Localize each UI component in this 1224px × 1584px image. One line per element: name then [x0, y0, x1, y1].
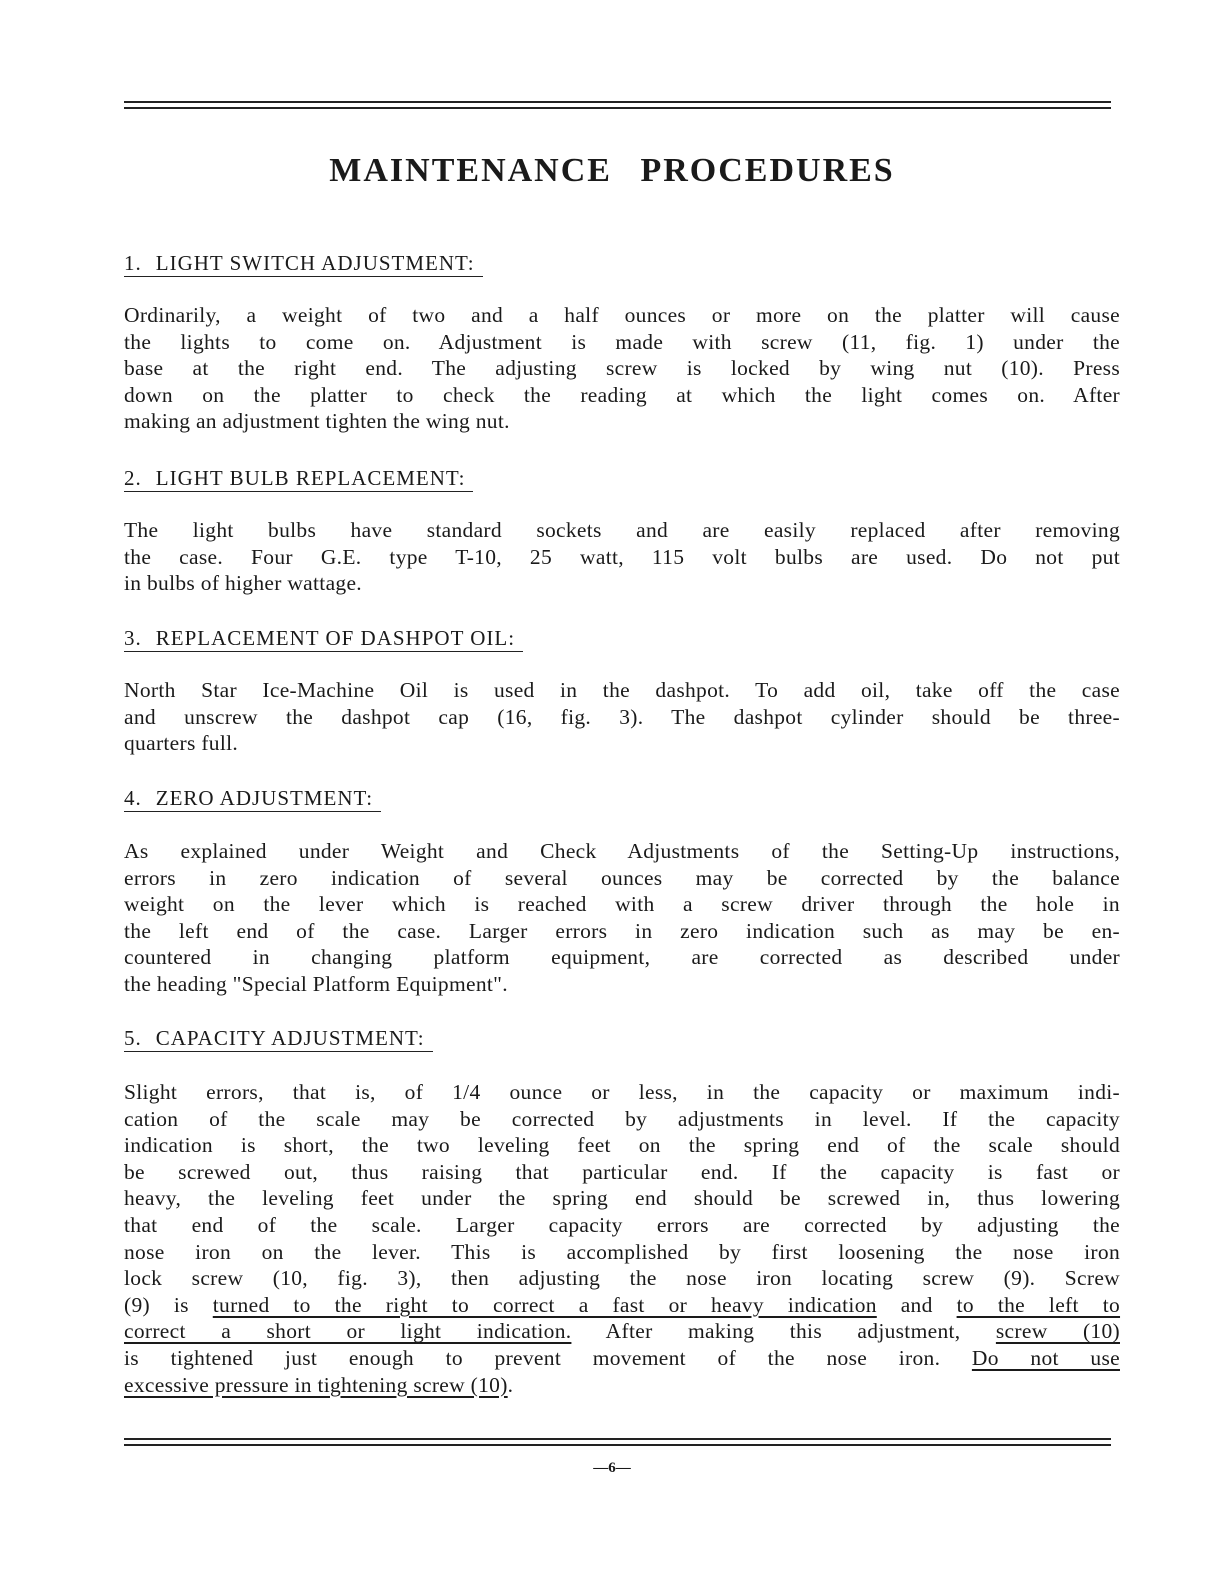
text-line: and unscrew the dashpot cap (16, fig. 3). The dashpot cylinder should be three-: [124, 704, 1120, 729]
text-run: (9) is: [124, 1292, 213, 1317]
text-line: indication is short, the two leveling feet on the spring end of the scale should: [124, 1133, 1120, 1158]
page-number: —6—: [593, 1460, 631, 1476]
section-number: 2.: [124, 466, 142, 490]
top-double-rule: [124, 101, 1111, 109]
text-run: and: [876, 1292, 957, 1317]
text-line: As explained under Weight and Check Adjustments of the Setting-Up instructions,: [124, 839, 1120, 863]
section-number: 4.: [124, 786, 142, 810]
text-run: [940, 1346, 972, 1370]
text-line: the case. Four G.E. type T-10, 25 watt, 115 volt bulbs are used. Do not put: [124, 544, 1120, 569]
text-line: quarters full.: [124, 731, 239, 756]
text-line: in bulbs of higher wattage.: [124, 571, 362, 596]
underlined-text: correct a short or light indication.: [124, 1319, 572, 1344]
text-line: lock screw (10, fig. 3), then adjusting the nose iron locating screw (9). Screw: [124, 1266, 1120, 1291]
text-run: is tightened just enough to prevent movement of the nose iron.: [124, 1345, 941, 1370]
text-line: North Star Ice-Machine Oil is used in the dashpot. To add oil, take off the case: [124, 678, 1120, 702]
underlined-text: screw (10): [995, 1319, 1120, 1344]
section-title: ZERO ADJUSTMENT:: [155, 786, 374, 810]
text-line: the left end of the case. Larger errors in zero indication such as may be en-: [124, 918, 1120, 943]
text-line: Ordinarily, a weight of two and a half ounces or more on the platter will cause: [124, 303, 1120, 327]
text-line: countered in changing platform equipment, are corrected as described under: [124, 945, 1120, 970]
section-heading-zero-adjustment: [124, 785, 381, 812]
underlined-text: turned to the right to correct a fast or heavy indication: [212, 1292, 877, 1317]
text-line: nose iron on the lever. This is accomplished by first loosening the nose iron: [124, 1239, 1120, 1264]
text-line: [124, 1292, 1120, 1319]
section-body-dashpot-oil: [124, 677, 1120, 757]
text-line: that end of the scale. Larger capacity errors are corrected by adjusting the: [124, 1212, 1120, 1237]
section-number: 3.: [124, 626, 142, 650]
text-line: making an adjustment tighten the wing nut.: [124, 409, 510, 434]
text-line: cation of the scale may be corrected by adjustments in level. If the capacity: [124, 1106, 1120, 1131]
bottom-double-rule: [124, 1438, 1111, 1446]
text-line: the lights to come on. Adjustment is made with screw (11, fig. 1) under the: [124, 329, 1120, 354]
text-line: heavy, the leveling feet under the spring end should be screwed in, thus lowering: [124, 1186, 1120, 1211]
underlined-text: Do not use: [971, 1345, 1120, 1370]
underlined-text: excessive pressure in tightening screw (10): [124, 1372, 508, 1397]
text-line: [124, 1345, 1120, 1372]
text-line: weight on the lever which is reached with a screw driver through the hole in: [124, 892, 1120, 917]
section-heading-light-bulb: [124, 465, 473, 492]
section-body-zero-adjustment: [124, 838, 1120, 998]
text-line: errors in zero indication of several ounces may be corrected by the balance: [124, 865, 1120, 890]
section-title: CAPACITY ADJUSTMENT:: [155, 1026, 425, 1050]
section-heading-dashpot-oil: [124, 625, 523, 652]
section-title: REPLACEMENT OF DASHPOT OIL:: [155, 626, 516, 650]
section-number: 5.: [124, 1026, 142, 1050]
text-line: The light bulbs have standard sockets and are easily replaced after removing: [124, 518, 1120, 542]
text-line: be screwed out, thus raising that particular end. If the capacity is fast or: [124, 1159, 1120, 1184]
text-line: down on the platter to check the reading at which the light comes on. After: [124, 382, 1120, 407]
section-body-light-switch: [124, 302, 1120, 435]
section-title: LIGHT BULB REPLACEMENT:: [155, 466, 466, 490]
text-line: the heading "Special Platform Equipment".: [124, 971, 508, 996]
page-title: MAINTENANCE PROCEDURES: [329, 152, 895, 189]
section-body-capacity-adjustment: [124, 1079, 1120, 1398]
text-run: After making this adjustment,: [571, 1319, 996, 1344]
text-line: base at the right end. The adjusting screw is locked by wing nut (10). Press: [124, 356, 1120, 381]
text-line: [124, 1318, 1120, 1345]
section-heading-light-switch: [124, 250, 483, 277]
underlined-text: to the left to: [956, 1292, 1121, 1317]
section-title: LIGHT SWITCH ADJUSTMENT:: [155, 251, 475, 275]
section-heading-capacity-adjustment: [124, 1025, 433, 1052]
text-line: Slight errors, that is, of 1/4 ounce or less, in the capacity or maximum indi-: [124, 1080, 1120, 1104]
section-number: 1.: [124, 251, 142, 275]
section-body-light-bulb: [124, 517, 1120, 597]
text-run: .: [507, 1372, 514, 1397]
text-line: [124, 1372, 1120, 1399]
